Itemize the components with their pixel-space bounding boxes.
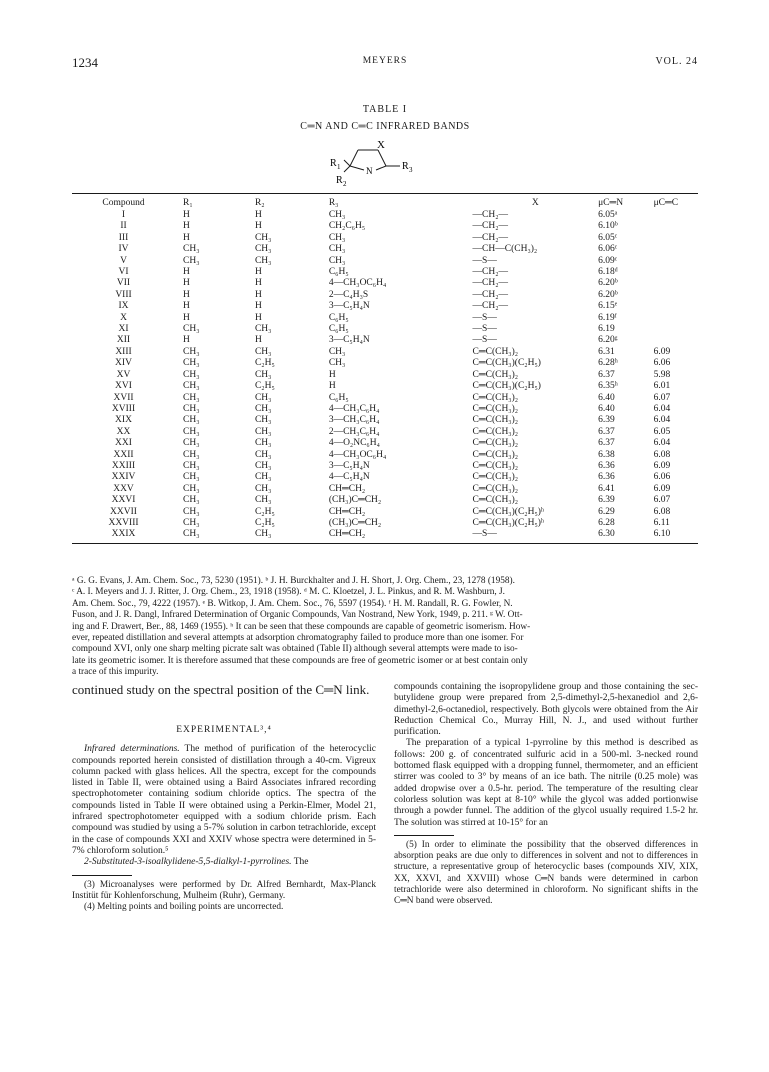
page-header (72, 55, 698, 71)
col-header-cn: μC═N (598, 198, 624, 208)
cell-compound: IX (118, 301, 129, 312)
table-row (72, 347, 698, 358)
cell-cn: 6.36 (598, 460, 615, 471)
cell-x: C═C(CH₃)₂ (472, 495, 519, 506)
right-column (394, 682, 698, 908)
table-row (72, 381, 698, 392)
cell-cc (654, 335, 698, 346)
cell-x: —S— (472, 324, 497, 335)
table-row (72, 393, 698, 404)
cell-compound: XI (118, 324, 129, 335)
cell-compound: XVIII (111, 403, 136, 414)
cell-r3: 3—C₅H₄N (328, 301, 370, 312)
cell-r3: C₆H₅ (328, 324, 349, 335)
cell-cc (654, 278, 698, 289)
cell-cn: 6.39 (598, 495, 615, 506)
footnote-line: compound XVI, only one sharp melting picrate salt was obtained (Table II) although several attempts were made to iso- (72, 644, 518, 655)
cell-r2: CH₃ (254, 346, 272, 357)
cell-cc (654, 233, 698, 244)
table-row (72, 518, 698, 529)
cell-cc: 6.01 (653, 381, 671, 392)
cell-compound: I (121, 210, 126, 220)
table-row (72, 233, 698, 244)
cell-r1: CH₃ (183, 324, 200, 335)
cell-r2: CH₃ (254, 460, 272, 471)
cell-r1: CH₃ (183, 403, 200, 414)
cell-r3: CH₃ (328, 210, 346, 220)
cell-r1: H (183, 267, 190, 278)
cell-r3: CH₃ (328, 358, 346, 369)
cell-cc: 6.09 (653, 483, 671, 494)
cell-cn: 6.38 (598, 449, 615, 460)
cell-compound: XVI (115, 381, 132, 392)
page-number: 1234 (72, 55, 98, 70)
cell-r3: (CH₃)C═CH₂ (328, 495, 382, 506)
cell-cc: 6.04 (653, 415, 671, 426)
cell-compound: XXVI (111, 495, 136, 506)
cell-r3: 3—C₅H₄N (328, 335, 370, 346)
cell-cc: 6.06 (653, 472, 671, 483)
cell-cc: 6.08 (653, 506, 671, 517)
cell-r3: C₆H₅ (328, 392, 349, 403)
cell-cn: 6.20ᵇ (598, 289, 618, 300)
footnote-3: (3) Microanalyses were performed by Dr. Alfred Bernhardt, Max-Planck Institüt für Kohlenforschung, Mulheim (Ruhr), Germany. (72, 879, 376, 901)
cell-cn: 6.09ᶜ (598, 255, 618, 266)
cell-x: —S— (472, 255, 497, 266)
cell-r3: 3—C₅H₄N (328, 460, 370, 471)
cell-r1: H (183, 335, 190, 346)
table-row (72, 313, 698, 324)
cell-r2: CH₃ (254, 392, 272, 403)
cell-r3: CH═CH₂ (328, 506, 366, 517)
cell-compound: XXI (115, 438, 132, 449)
cell-r1: CH₃ (183, 517, 200, 528)
cell-x: C═C(CH₃)(C₂H₅) (472, 381, 541, 392)
cell-compound: XIV (115, 358, 132, 369)
cell-x: C═C(CH₃)₂ (472, 426, 519, 437)
cell-cn: 6.41 (598, 483, 615, 494)
table-bottom-rule (72, 543, 698, 544)
cell-cc: 6.07 (653, 392, 671, 403)
cell-cc: 6.10 (653, 529, 671, 540)
footnote-line: a trace of this impurity. (72, 667, 159, 678)
cell-cc: 6.09 (653, 460, 671, 471)
cell-cc: 6.06 (653, 358, 671, 369)
table-row (72, 438, 698, 449)
cell-r2: H (254, 221, 262, 232)
footnote-line: ever, repeated distillation and several attempts at adsorption chromatography failed to produce more than one isomer. For (72, 633, 524, 644)
cell-r2: CH₃ (254, 232, 272, 243)
cell-r2: H (254, 301, 262, 312)
table-row (72, 472, 698, 483)
cell-cn: 6.20ᵍ (598, 335, 618, 346)
table-row (72, 301, 698, 312)
cell-r2: C₂H₅ (254, 358, 275, 369)
cell-cc (654, 210, 698, 221)
table-row (72, 461, 698, 472)
cell-r3: 2—CH₃C₆H₄ (328, 426, 380, 437)
table-row (72, 404, 698, 415)
table-row (72, 221, 698, 232)
cell-r1: CH₃ (183, 381, 200, 392)
cell-cc: 6.07 (653, 495, 671, 506)
table-subtitle: C═N AND C═C INFRARED BANDS (300, 121, 470, 132)
table-row (72, 278, 698, 289)
ring-structure-diagram (330, 138, 440, 194)
paragraph-infrared (72, 744, 376, 857)
cell-cc: 6.04 (653, 403, 671, 414)
table-row (72, 507, 698, 518)
footnote-4: (4) Melting points and boiling points are uncorrected. (84, 902, 284, 913)
cell-x: C═C(CH₃)₂ (472, 449, 519, 460)
table-row (72, 370, 698, 381)
cell-r3: CH₃ (328, 232, 346, 243)
table-row (72, 484, 698, 495)
table-title: TABLE I (362, 104, 408, 115)
cell-cn: 6.19 (598, 324, 615, 335)
table-row (72, 335, 698, 346)
footnote-line: late its geometric isomer. It is therefore assumed that these compounds are free of geometric isomer or at best contain only (72, 655, 528, 666)
cell-x: C═C(CH₃)(C₂H₅) (472, 358, 541, 369)
paragraph-preparation: The preparation of a typical 1-pyrroline by this method is described as follows: 200 g. of concentrated sulfuric acid in a 500-ml. 3-necked round bottomed flask equipped with a dropping funnel, thermometer, and an efficient stirrer was cooled to 3° by means of an ice bath. The nitrile (0.25 mole) was added dropwise over a 0.5-hr. period. The temperature of the resulting clear colorless solution was kept at 8-10° while the glycol was added portionwise through a powder funnel. The addition of the glycol usually required 1.5-2 hr. The solution was stirred at 10-15° for an (394, 738, 698, 828)
cell-x: —CH₂— (472, 221, 509, 232)
footnote-line: ᶜ A. I. Meyers and J. J. Ritter, J. Org. Chem., 23, 1918 (1958). ᵈ M. C. Kloetzel, J. L. Pinkus, and R. M. Washburn, J. (72, 587, 505, 598)
cell-cc (654, 244, 698, 255)
cell-cn: 6.40 (598, 392, 615, 403)
cell-x: —CH₂— (472, 278, 509, 289)
cell-r2: CH₃ (254, 403, 272, 414)
cell-x: —CH₂— (472, 210, 509, 220)
label-r1-sub: 1 (337, 163, 341, 171)
cell-r1: CH₃ (183, 438, 200, 449)
cell-r3: 4—O₂NC₆H₄ (328, 438, 380, 449)
cell-cn: 6.37 (598, 369, 615, 380)
cell-x: C═C(CH₃)₂ (472, 472, 519, 483)
cell-x: —S— (472, 529, 497, 540)
cell-r1: H (183, 232, 190, 243)
cell-r2: H (254, 210, 262, 220)
cell-compound: XXII (113, 449, 134, 460)
cell-cc: 6.05 (653, 426, 671, 437)
cell-r2: CH₃ (254, 495, 272, 506)
cell-r1: H (183, 312, 190, 323)
cell-cc (654, 256, 698, 267)
cell-cn: 6.28 (598, 517, 615, 528)
cell-r3: CH═CH₂ (328, 529, 366, 540)
cell-r3: 4—CH₃OC₆H₄ (328, 449, 387, 460)
cell-compound: XX (116, 426, 131, 437)
paragraph-body: The (291, 857, 309, 868)
cell-r2: C₂H₅ (254, 381, 275, 392)
paragraph-pyrrolines (72, 857, 376, 868)
table-top-rule (72, 193, 698, 194)
table-row (72, 244, 698, 255)
label-r2: R (336, 175, 343, 186)
cell-cc: 6.08 (653, 449, 671, 460)
cell-cn: 6.35ʰ (598, 381, 618, 392)
cell-compound: XXIV (111, 472, 136, 483)
col-header-compound: Compound (102, 198, 145, 208)
cell-r3: (CH₃)C═CH₂ (328, 517, 382, 528)
footnote-line: Am. Chem. Soc., 79, 4222 (1957). ᵉ B. Witkop, J. Am. Chem. Soc., 76, 5597 (1954). ᶠ H. M. Randall, R. G. Fowler, N. (72, 598, 513, 609)
cell-r2: CH₃ (254, 449, 272, 460)
cell-compound: XIII (115, 346, 132, 357)
cell-x: —CH₂— (472, 289, 509, 300)
cell-x: —CH—C(CH₃)₂ (472, 244, 538, 255)
cell-compound: XV (116, 369, 131, 380)
cell-compound: XII (116, 335, 131, 346)
cell-x: —CH₂— (472, 267, 509, 278)
cell-x: C═C(CH₃)₂ (472, 438, 519, 449)
cell-x: C═C(CH₃)₂ (472, 415, 519, 426)
cell-r1: H (183, 221, 190, 232)
cell-r1: CH₃ (183, 460, 200, 471)
cell-cn: 6.30 (598, 529, 615, 540)
col-header-cc: μC═C (653, 198, 679, 208)
cell-x: —CH₂— (472, 301, 509, 312)
cell-compound: XXIII (111, 460, 136, 471)
footnote-separator (394, 835, 454, 836)
label-n: N (366, 166, 373, 176)
cell-r2: H (254, 312, 262, 323)
table-row (72, 415, 698, 426)
cell-r1: CH₃ (183, 369, 200, 380)
paragraph-glycols: compounds containing the isopropylidene group and those containing the sec-butylidene group were prepared from 2,5-dimethyl-2,5-hexanediol and 2,6-dimethyl-2,6-octanediol, respectively. Both glycols were obtained from the Air Reduction Chemical Co., Murray Hill, N. J., and used without further purification. (394, 682, 698, 738)
cell-compound: XVII (113, 392, 134, 403)
table-row (72, 450, 698, 461)
cell-r2: CH₃ (254, 426, 272, 437)
cell-cc (654, 267, 698, 278)
cell-r3: 4—CH₃C₆H₄ (328, 403, 380, 414)
cell-cn: 6.40 (598, 403, 615, 414)
cell-cn: 6.28ʰ (598, 358, 618, 369)
cell-cc (654, 290, 698, 301)
cell-compound: V (120, 255, 127, 266)
table-row (72, 267, 698, 278)
label-r3-sub: 3 (409, 166, 413, 174)
cell-compound: XXIX (111, 529, 136, 540)
cell-cc (654, 221, 698, 232)
cell-compound: VII (116, 278, 131, 289)
cell-r3: 3—CH₃C₆H₄ (328, 415, 380, 426)
footnote-line: Fuson, and J. R. Dangl, Infrared Determination of Organic Compounds, Van Nostrand, New York, 1949, p. 211. ᵍ W. Ott- (72, 610, 523, 621)
cell-r1: CH₃ (183, 495, 200, 506)
section-heading: EXPERIMENTAL³,⁴ (176, 725, 272, 735)
infrared-bands-table (72, 196, 698, 541)
table-row (72, 495, 698, 506)
cell-cn: 6.06ᶜ (598, 244, 618, 255)
cell-r1: CH₃ (183, 506, 200, 517)
cell-r2: CH₃ (254, 529, 272, 540)
footnote-5: (5) In order to eliminate the possibility that the observed differences in absorption peaks are due only to differences in solvent and not to differences in structure, a representative group of heterocyclic bases (compounds XIV, XIX, XX, XXVI, and XXVIII) whose C═N bands were determined in carbon tetrachloride were also determined in chloroform. No significant shifts in the C═N band were observed. (394, 839, 698, 907)
footnote-line: ᵃ G. G. Evans, J. Am. Chem. Soc., 73, 5230 (1951). ᵇ J. H. Burckhalter and J. H. Short, J. Org. Chem., 23, 1278 (1958). (72, 576, 515, 586)
cell-compound: VIII (115, 289, 132, 300)
paragraph-lead: 2-Substituted-3-isoalkylidene-5,5-dialkyl-1-pyrrolines. (84, 857, 292, 868)
cell-compound: II (120, 221, 127, 232)
label-r1: R (330, 158, 337, 169)
cell-r3: H (328, 369, 336, 380)
cell-cn: 6.19ᶠ (598, 312, 617, 323)
table-header-row (72, 196, 698, 210)
cell-compound: IV (118, 244, 129, 255)
cell-compound: XIX (115, 415, 132, 426)
cell-r1: CH₃ (183, 255, 200, 266)
running-head: MEYERS (362, 56, 408, 66)
cell-cn: 6.37 (598, 426, 615, 437)
cell-r3: 2—C₄H₃S (328, 289, 369, 300)
cell-cn: 6.10ᵇ (598, 221, 618, 232)
cell-compound: X (120, 312, 127, 323)
cell-r1: CH₃ (183, 449, 200, 460)
cell-r2: C₂H₅ (254, 506, 275, 517)
col-header-r3: R₃ (328, 198, 339, 208)
label-r2-sub: 2 (343, 180, 347, 188)
cell-r2: CH₃ (254, 255, 272, 266)
table-row (72, 529, 698, 540)
cell-cc: 6.11 (653, 517, 670, 528)
cell-r3: C₆H₅ (328, 267, 349, 278)
cell-r2: H (254, 289, 262, 300)
cell-r2: H (254, 335, 262, 346)
cell-r2: CH₃ (254, 324, 272, 335)
cell-cc (654, 324, 698, 335)
cell-x: C═C(CH₃)₂ (472, 346, 519, 357)
cell-x: C═C(CH₃)(C₂H₅)ʰ (472, 506, 544, 517)
footnote-line: ing and F. Drawert, Ber., 88, 1469 (1955). ʰ It can be seen that these compounds are capable of geometric isomerism. How- (72, 621, 531, 632)
cell-compound: XXV (113, 483, 134, 494)
cell-r1: CH₃ (183, 472, 200, 483)
cell-r1: CH₃ (183, 346, 200, 357)
cell-r2: CH₃ (254, 415, 272, 426)
cell-r2: CH₃ (254, 472, 272, 483)
cell-cn: 6.39 (598, 415, 615, 426)
cell-r1: CH₃ (183, 358, 200, 369)
cell-compound: III (118, 232, 129, 243)
cell-cn: 6.36 (598, 472, 615, 483)
cell-r1: H (183, 289, 190, 300)
cell-r3: 4—CH₃OC₆H₄ (328, 278, 387, 289)
cell-r2: CH₃ (254, 244, 272, 255)
cell-r1: H (183, 210, 190, 220)
label-x: X (377, 139, 385, 151)
cell-r1: H (183, 278, 190, 289)
cell-x: C═C(CH₃)₂ (472, 483, 519, 494)
cell-compound: XXVII (110, 506, 137, 517)
table-row (72, 427, 698, 438)
col-header-x: X (531, 198, 539, 208)
cell-cc: 6.09 (653, 346, 671, 357)
cell-cc: 5.98 (653, 369, 671, 380)
cell-cn: 6.20ᵇ (598, 278, 618, 289)
cell-r3: CH₃ (328, 346, 346, 357)
cell-compound: VI (118, 267, 129, 278)
cell-compound: XXVIII (108, 517, 139, 528)
cell-r1: CH₃ (183, 529, 200, 540)
col-header-r2: R₂ (254, 198, 265, 208)
cell-x: C═C(CH₃)(C₂H₅)ʰ (472, 517, 544, 528)
cell-r2: CH₃ (254, 369, 272, 380)
cell-r2: CH₃ (254, 483, 272, 494)
left-column (72, 682, 376, 913)
cell-r2: CH₃ (254, 438, 272, 449)
cell-cn: 6.31 (598, 346, 615, 357)
cell-r3: C₆H₅ (328, 312, 349, 323)
table-body (72, 210, 698, 541)
cell-r1: CH₃ (183, 415, 200, 426)
cell-r3: CH═CH₂ (328, 483, 366, 494)
cell-x: C═C(CH₃)₂ (472, 460, 519, 471)
table-row (72, 256, 698, 267)
cell-r1: H (183, 301, 190, 312)
cell-x: —S— (472, 312, 497, 323)
col-header-r1: R₁ (183, 198, 193, 208)
cell-cn: 6.05ᵃ (598, 210, 618, 220)
cell-r3: 4—C₅H₄N (328, 472, 370, 483)
table-footnotes (72, 576, 698, 679)
label-r3: R (402, 161, 409, 172)
cell-r2: H (254, 278, 262, 289)
table-row (72, 210, 698, 221)
cell-cc (654, 313, 698, 324)
cell-r3: CH₃ (328, 244, 346, 255)
table-row (72, 358, 698, 369)
cell-x: C═C(CH₃)₂ (472, 403, 519, 414)
footnote-separator (72, 875, 132, 876)
cell-x: C═C(CH₃)₂ (472, 392, 519, 403)
cell-cn: 6.15ᵉ (598, 301, 618, 312)
table-row (72, 290, 698, 301)
cell-cc (654, 301, 698, 312)
cell-x: C═C(CH₃)₂ (472, 369, 519, 380)
cell-x: —CH₂— (472, 232, 509, 243)
cell-r2: C₂H₅ (254, 517, 275, 528)
paragraph-lead: Infrared determinations. (84, 744, 180, 755)
volume-label: VOL. 24 (655, 56, 698, 67)
cell-r1: CH₃ (183, 426, 200, 437)
cell-x: —S— (472, 335, 497, 346)
cell-r3: H (328, 381, 336, 392)
cell-r3: CH₃ (328, 255, 346, 266)
cell-r3: CH₂C₆H₅ (328, 221, 366, 232)
cell-r1: CH₃ (183, 392, 200, 403)
cell-r1: CH₃ (183, 483, 200, 494)
paragraph-body: The method of purification of the heterocyclic compounds reported herein consisted of distillation through a 40-cm. Vigreux column packed with glass helices. All the spectra, except for the compounds listed in Table II, were obtained using a Baird Associates infrared recording spectrophotometer containing sodium chloride optics. The spectra of the compounds listed in Table II were obtained using a Perkin-Elmer, Model 21, infrared spectrophotometer equipped with a sodium chloride prism. Each compound was studied by using a 5-7% solution in carbon tetrachloride, except in the case of compounds XXI and XXIV whose spectra were determined in 5-7% chloroform solution.⁵ (72, 744, 376, 856)
cell-cn: 6.18ᵈ (598, 267, 618, 278)
cell-cn: 6.37 (598, 438, 615, 449)
continued-text: continued study on the spectral position of the C═N link. (72, 682, 370, 697)
cell-r1: CH₃ (183, 244, 200, 255)
table-row (72, 324, 698, 335)
cell-cn: 6.05ᶜ (598, 232, 618, 243)
cell-cn: 6.29 (598, 506, 615, 517)
cell-r2: H (254, 267, 262, 278)
cell-cc: 6.04 (653, 438, 671, 449)
